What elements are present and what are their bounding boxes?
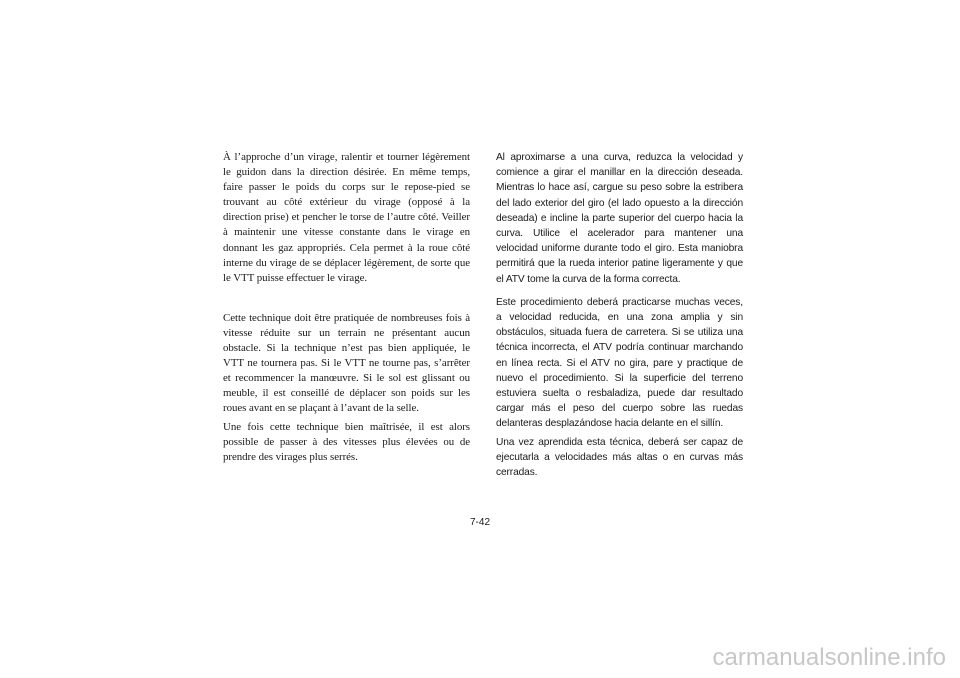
spanish-paragraph-practice: Este procedimiento deberá practicarse muchas veces, a velocidad reducida, en una zona amplia y sin obstáculos, situada fuera de carretera. Si se utiliza una técnica incorrecta, el ATV podría continuar marchando en línea recta. Si el ATV no gira, pare y practique de nuevo el procedimiento. Si la superficie del terreno estuviera suelta o resbaladiza, puede dar resultado cargar más el peso del cuerpo sobre las ruedas delanteras desplazándose hacia delante en el sillín. (496, 296, 743, 430)
french-paragraph-cornering: À l’approche d’un virage, ralentir et tourner légèrement le guidon dans la direction désirée. En même temps, faire passer le poids du corps sur le repose-pied se trouvant au côté extérieur du virage (opposé à la direction prise) et pencher le torse de l’autre côté. Veiller à maintenir une vitesse constante dans le virage en donnant les gaz appropriés. Cela permet à la roue côté interne du virage de se déplacer légèrement, de sorte que le VTT puisse effectuer le virage. (223, 151, 470, 284)
spanish-paragraph-cornering: Al aproximarse a una curva, reduzca la velocidad y comience a girar el manillar en la dirección deseada. Mientras lo hace así, cargue su peso sobre la estribera del lado exterior del giro (el lado opuesto a la dirección deseada) e incline la parte superior del cuerpo hacia la curva. Utilice el acelerador para mantener una velocidad uniforme durante todo el giro. Esta maniobra permitirá que la rueda interior patine ligeramente y que el ATV tome la curva de la forma correcta. (496, 152, 743, 285)
french-column (223, 150, 470, 465)
spanish-column (496, 150, 743, 480)
page-number: 7-42 (469, 517, 490, 528)
paragraph-gap (223, 286, 470, 311)
watermark: carmanualsonline.info (712, 644, 946, 671)
spanish-paragraph-mastery: Una vez aprendida esta técnica, deberá ser capaz de ejecutarla a velocidades más altas o en curvas más cerradas. (496, 436, 743, 479)
paragraph-gap (496, 287, 743, 295)
french-paragraph-practice: Cette technique doit être pratiquée de nombreuses fois à vitesse réduite sur un terrain ne présentant aucun obstacle. Si la technique n’est pas bien appliquée, le VTT ne tournera pas. Si le VTT ne tourne pas, s’arrêter et recommencer la manœuvre. Si le sol est glissant ou meuble, il est conseillé de déplacer son poids sur les roues avant en se plaçant à l’avant de la selle. (223, 311, 470, 415)
french-paragraph-mastery: Une fois cette technique bien maîtrisée, il est alors possible de passer à des vitesses plus élevées ou de prendre des virages plus serrés. (223, 420, 470, 463)
